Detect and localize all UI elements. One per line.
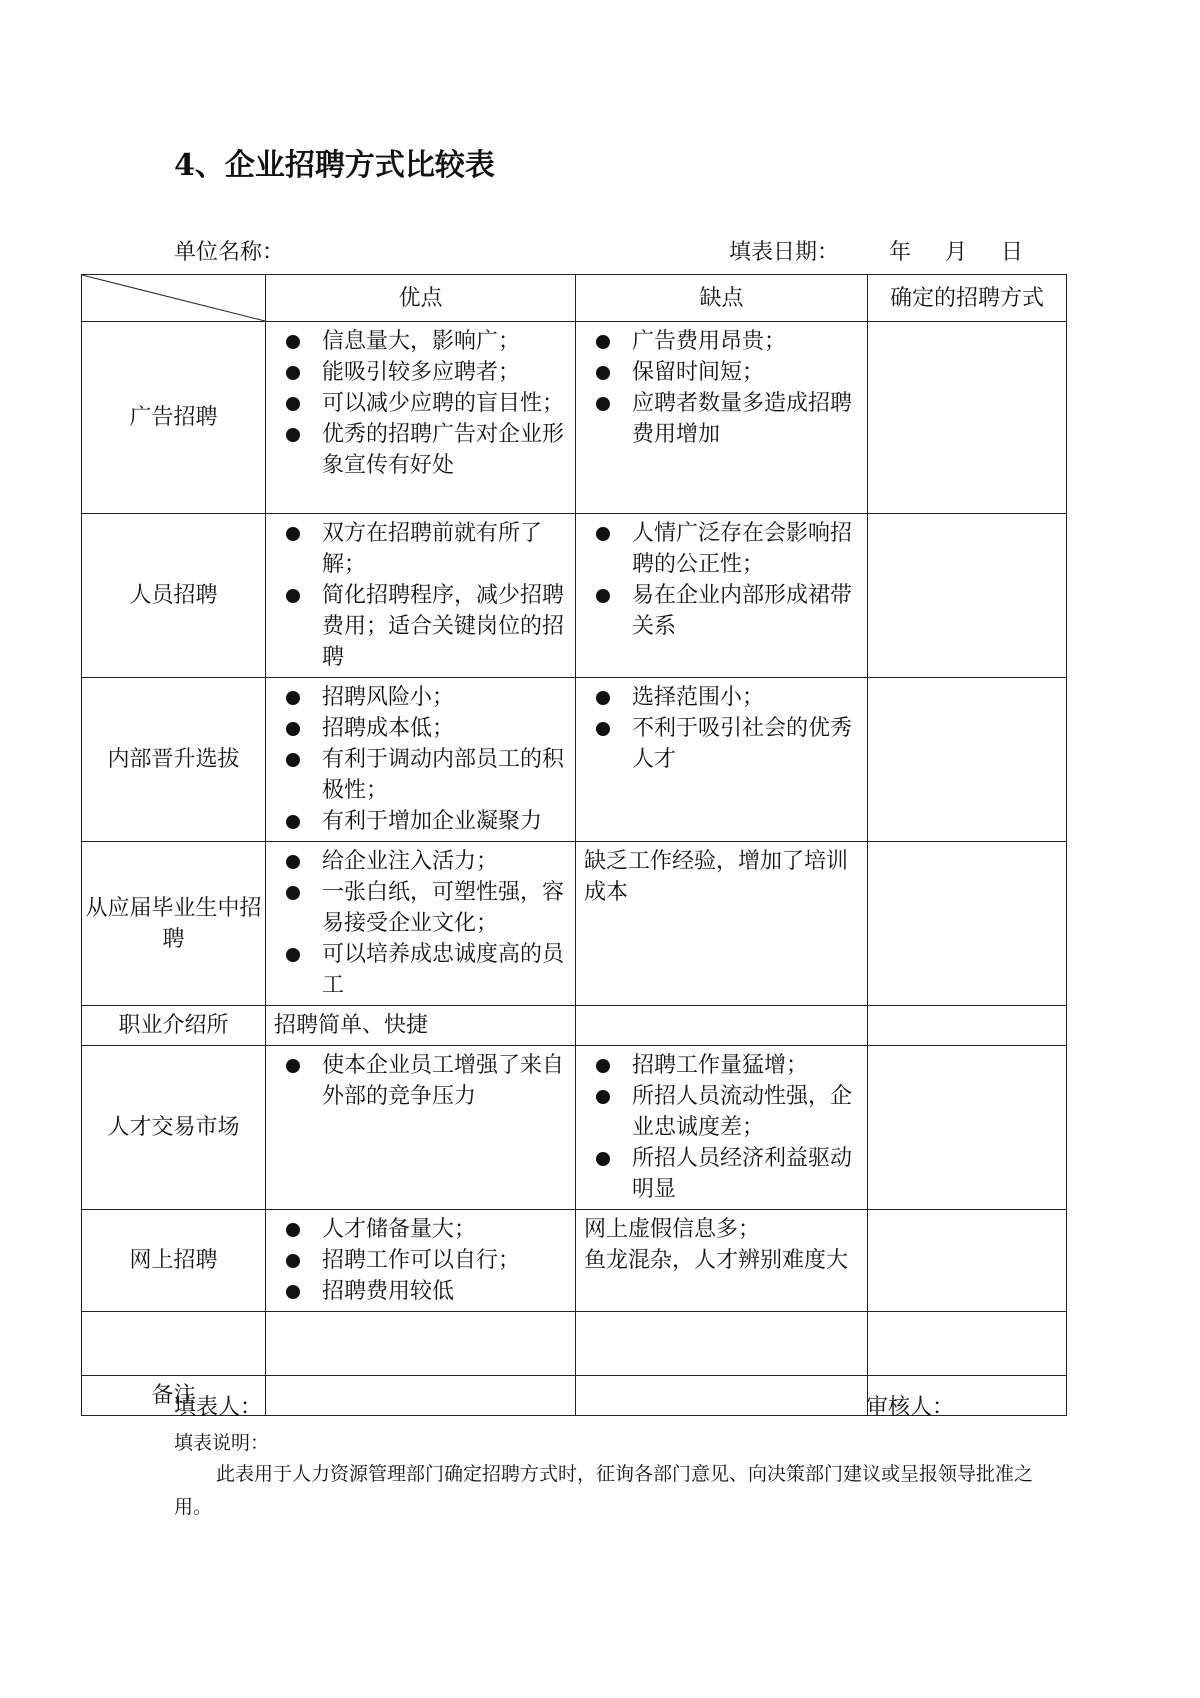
pros-cell <box>266 1210 576 1312</box>
bullet-icon <box>596 335 610 349</box>
bullet-icon <box>286 691 300 705</box>
table-row <box>82 1046 1067 1210</box>
date-day: 日 <box>1001 240 1024 265</box>
list-item: 有利于调动内部员工的积极性； <box>274 744 567 806</box>
row-name: 人员招聘 <box>82 514 266 678</box>
bullet-icon <box>286 753 300 767</box>
list-item: 优秀的招聘广告对企业形象宣传有好处 <box>274 419 567 481</box>
decided-method-cell[interactable] <box>868 1006 1067 1046</box>
list-item: 选择范围小； <box>584 682 859 713</box>
list-item: 给企业注入活力； <box>274 846 567 877</box>
bullet-icon <box>286 948 300 962</box>
decided-method-cell[interactable] <box>868 322 1067 514</box>
date-year: 年 <box>889 240 912 265</box>
list-item: 应聘者数量多造成招聘费用增加 <box>584 388 859 450</box>
bullet-icon <box>286 1285 300 1299</box>
cons-cell <box>576 1046 868 1210</box>
empty-cell[interactable] <box>868 1312 1067 1376</box>
empty-cell[interactable] <box>576 1312 868 1376</box>
decided-method-cell[interactable] <box>868 842 1067 1006</box>
page-title: 4、企业招聘方式比较表 <box>174 148 495 183</box>
remarks-cell[interactable] <box>266 1376 576 1416</box>
remarks-cell[interactable] <box>576 1376 868 1416</box>
pros-cell: 招聘简单、快捷 <box>266 1006 576 1046</box>
bullet-icon <box>286 428 300 442</box>
notes-body: 此表用于人力资源管理部门确定招聘方式时，征询各部门意见、向决策部门建议或呈报领导批准之用。 <box>174 1463 1034 1518</box>
table-row <box>82 842 1067 1006</box>
bullet-icon <box>286 1059 300 1073</box>
list-item: 所招人员流动性强，企业忠诚度差； <box>584 1081 859 1143</box>
pros-cell <box>266 842 576 1006</box>
table-row <box>82 514 1067 678</box>
list-item: 人才储备量大； <box>274 1214 567 1245</box>
list-item: 招聘风险小； <box>274 682 567 713</box>
list-item: 招聘费用较低 <box>274 1276 567 1307</box>
empty-row <box>82 1312 1067 1376</box>
row-name: 职业介绍所 <box>82 1006 266 1046</box>
cons-cell: 缺乏工作经验，增加了培训成本 <box>576 842 868 1006</box>
bullet-icon <box>596 366 610 380</box>
bullet-icon <box>286 722 300 736</box>
bullet-icon <box>596 1152 610 1166</box>
list-item: 使本企业员工增强了来自外部的竞争压力 <box>274 1050 567 1112</box>
pros-cell <box>266 322 576 514</box>
notes-title: 填表说明： <box>174 1432 270 1454</box>
cons-cell <box>576 678 868 842</box>
row-name: 广告招聘 <box>82 322 266 514</box>
bullet-icon <box>596 1090 610 1104</box>
bullet-icon <box>286 1254 300 1268</box>
list-item: 可以培养成忠诚度高的员工 <box>274 939 567 1001</box>
pros-cell <box>266 678 576 842</box>
header-cons: 缺点 <box>576 275 868 322</box>
list-item: 可以减少应聘的盲目性； <box>274 388 567 419</box>
header-pros: 优点 <box>266 275 576 322</box>
fill-date-label: 填表日期： <box>729 240 840 265</box>
list-item: 保留时间短； <box>584 357 859 388</box>
list-item: 人情广泛存在会影响招聘的公正性； <box>584 518 859 580</box>
date-month: 月 <box>945 240 968 265</box>
cons-cell <box>576 1006 868 1046</box>
bullet-icon <box>596 1059 610 1073</box>
table-row <box>82 1006 1067 1046</box>
bullet-icon <box>596 589 610 603</box>
list-item: 招聘工作可以自行； <box>274 1245 567 1276</box>
list-item: 有利于增加企业凝聚力 <box>274 806 567 837</box>
list-item: 双方在招聘前就有所了解； <box>274 518 567 580</box>
bullet-icon <box>286 855 300 869</box>
decided-method-cell[interactable] <box>868 514 1067 678</box>
list-item: 招聘工作量猛增； <box>584 1050 859 1081</box>
row-name: 人才交易市场 <box>82 1046 266 1210</box>
row-name: 网上招聘 <box>82 1210 266 1312</box>
unit-name-label: 单位名称： <box>174 240 285 265</box>
cons-cell: 网上虚假信息多； 鱼龙混杂，人才辨别难度大 <box>576 1210 868 1312</box>
bullet-icon <box>286 366 300 380</box>
pros-cell <box>266 1046 576 1210</box>
bullet-icon <box>286 589 300 603</box>
reviewer-label: 审核人： <box>866 1395 955 1420</box>
bullet-icon <box>596 722 610 736</box>
fill-date <box>729 235 1023 266</box>
decided-method-cell[interactable] <box>868 1046 1067 1210</box>
row-name: 从应届毕业生中招聘 <box>82 842 266 1006</box>
diagonal-header-cell <box>82 275 266 322</box>
decided-method-cell[interactable] <box>868 1210 1067 1312</box>
bullet-icon <box>286 397 300 411</box>
table-row <box>82 678 1067 842</box>
recruitment-comparison-table <box>81 274 1067 1416</box>
list-item: 一张白纸，可塑性强，容易接受企业文化； <box>274 877 567 939</box>
bullet-icon <box>596 397 610 411</box>
bullet-icon <box>286 815 300 829</box>
bullet-icon <box>286 527 300 541</box>
bullet-icon <box>286 335 300 349</box>
header-decided-method: 确定的招聘方式 <box>868 275 1067 322</box>
row-name: 内部晋升选拔 <box>82 678 266 842</box>
table-header-row <box>82 275 1067 322</box>
bullet-icon <box>286 1223 300 1237</box>
list-item: 能吸引较多应聘者； <box>274 357 567 388</box>
empty-cell[interactable] <box>82 1312 266 1376</box>
empty-cell[interactable] <box>266 1312 576 1376</box>
bullet-icon <box>596 691 610 705</box>
list-item: 信息量大，影响广； <box>274 326 567 357</box>
list-item: 不利于吸引社会的优秀人才 <box>584 713 859 775</box>
table-row <box>82 322 1067 514</box>
pros-cell <box>266 514 576 678</box>
cons-cell <box>576 322 868 514</box>
list-item: 招聘成本低； <box>274 713 567 744</box>
cons-cell <box>576 514 868 678</box>
list-item: 简化招聘程序，减少招聘费用；适合关键岗位的招聘 <box>274 580 567 673</box>
list-item: 广告费用昂贵； <box>584 326 859 357</box>
bullet-icon <box>286 886 300 900</box>
table-row <box>82 1210 1067 1312</box>
list-item: 所招人员经济利益驱动明显 <box>584 1143 859 1205</box>
list-item: 易在企业内部形成裙带关系 <box>584 580 859 642</box>
bullet-icon <box>596 527 610 541</box>
decided-method-cell[interactable] <box>868 678 1067 842</box>
remarks-label: 备注 <box>82 1376 266 1416</box>
filler-label: 填表人： <box>174 1395 263 1420</box>
